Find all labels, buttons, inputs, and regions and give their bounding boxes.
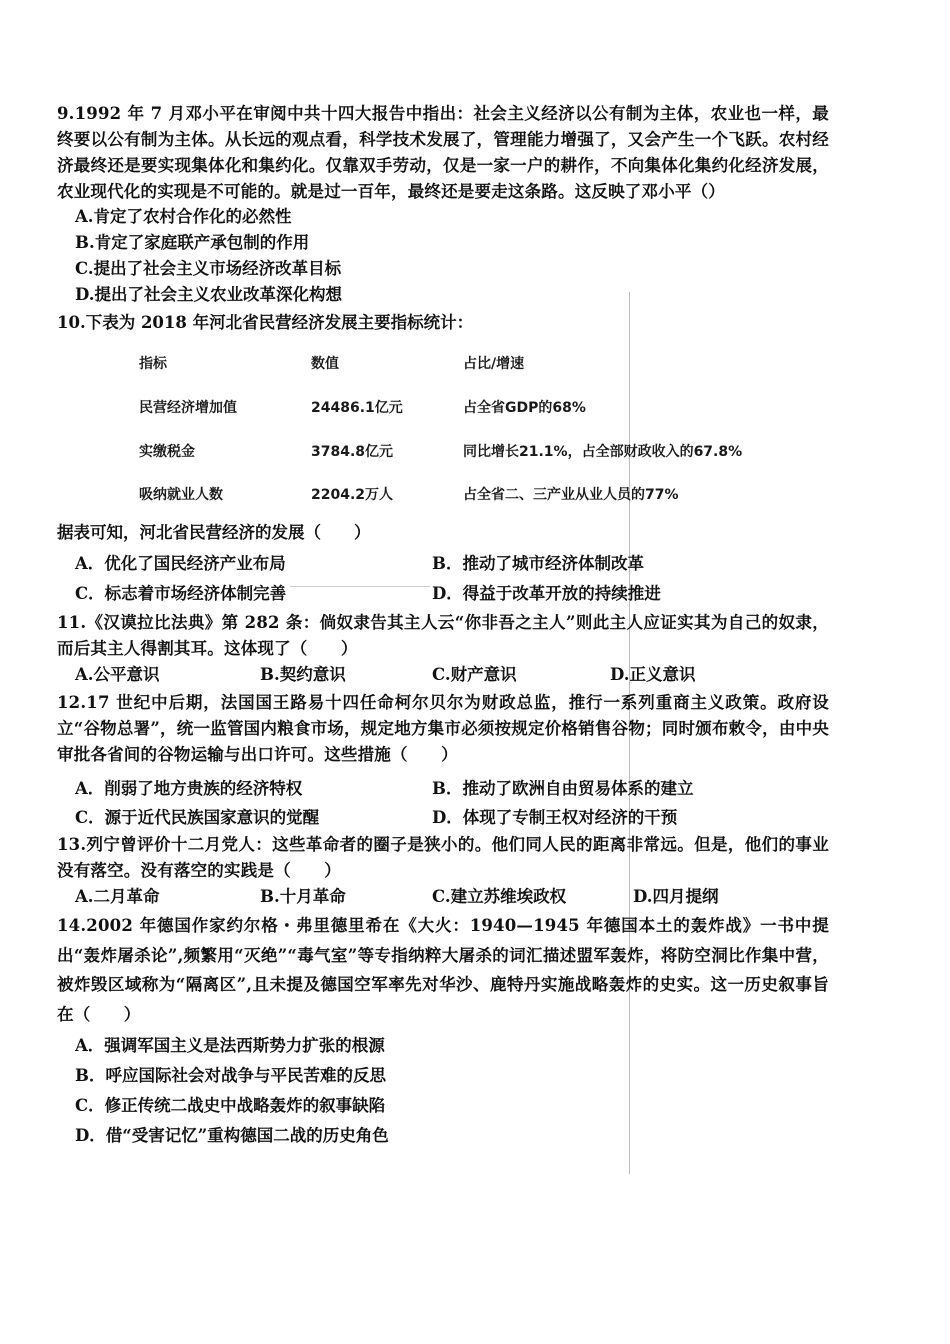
question-11-option-c[interactable]: C.财产意识 [432,665,517,684]
question-9-option-a[interactable]: A.肯定了农村合作化的必然性 [75,207,292,226]
question-13-option-a[interactable]: A.二月革命 [75,887,160,906]
question-12-stem: 12.17 世纪中后期，法国国王路易十四任命柯尔贝尔为财政总监，推行一系列重商主义政策。政府设立“谷物总署”，统一监管国内粮食市场，规定地方集市必须按规定价格销售谷物；同时颁布敕令，由中央审批各省间的谷物运输与出口许可。这些措施（ ） [57,693,829,764]
question-14-option-a[interactable]: A．强调军国主义是法西斯势力扩张的根源 [75,1036,385,1055]
question-10-option-a[interactable]: A．优化了国民经济产业布局 [75,554,286,573]
question-13-option-b[interactable]: B.十月革命 [260,887,346,906]
question-12-option-a[interactable]: A．削弱了地方贵族的经济特权 [75,779,303,798]
question-9-option-d[interactable]: D.提出了社会主义农业改革深化构想 [75,285,342,304]
table-cell: 民营经济增加值 [139,400,237,416]
question-11-option-d[interactable]: D.正义意识 [610,665,696,684]
question-11-option-a[interactable]: A.公平意识 [75,665,160,684]
question-10-option-b[interactable]: B．推动了城市经济体制改革 [432,554,644,573]
table-header-value: 数值 [311,356,339,372]
question-9-option-c[interactable]: C.提出了社会主义市场经济改革目标 [75,259,342,278]
question-14-option-d[interactable]: D．借“受害记忆”重构德国二战的历史角色 [75,1126,389,1145]
question-9-option-b[interactable]: B.肯定了家庭联产承包制的作用 [75,233,310,252]
table-cell: 3784.8亿元 [311,444,394,460]
question-9-stem: 9.1992 年 7 月邓小平在审阅中共十四大报告中指出：社会主义经济以公有制为主体，农业也一样，最终要以公有制为主体。从长远的观点看，科学技术发展了，管理能力增强了，又会产生一个飞跃。农村经济最终还是要实现集体化和集约化。仅靠双手劳动，仅是一家一户的耕作，不向集体化集约化经济发展，农业现代化的实现是不可能的。就是过一百年，最终还是要走这条路。这反映了邓小平（） [57,104,829,201]
table-cell: 占全省GDP的68% [463,400,586,416]
question-13-option-c[interactable]: C.建立苏维埃政权 [432,887,567,906]
question-12-option-d[interactable]: D．体现了专制王权对经济的干预 [432,808,678,827]
question-13-option-d[interactable]: D.四月提纲 [633,887,719,906]
question-10-option-c[interactable]: C．标志着市场经济体制完善 [75,584,287,603]
question-12-option-b[interactable]: B．推动了欧洲自由贸易体系的建立 [432,779,694,798]
table-header-ratio: 占比/增速 [463,356,525,372]
table-cell: 占全省二、三产业从业人员的77% [463,487,679,503]
table-cell: 同比增长21.1%，占全部财政收入的67.8% [463,444,743,460]
scan-artifact-line [290,586,430,587]
question-10-stem: 据表可知，河北省民营经济的发展（ ） [57,523,371,542]
question-14-option-b[interactable]: B．呼应国际社会对战争与平民苦难的反思 [75,1066,386,1085]
question-12-option-c[interactable]: C．源于近代民族国家意识的觉醒 [75,808,320,827]
table-header-indicator: 指标 [139,356,167,372]
question-10-intro: 10.下表为 2018 年河北省民营经济发展主要指标统计： [57,313,474,332]
question-14-stem: 14.2002 年德国作家约尔格・弗里德里希在《大火：1940—1945 年德国本土的轰炸战》一书中提出“轰炸屠杀论”,频繁用“灭绝”“毒气室”等专指纳粹大屠杀的词汇描述盟军轰炸，将防空洞比作集中营，被炸毁区域称为“隔离区”,且未提及德国空军率先对华沙、鹿特丹实施战略轰炸的史实。这一历史叙事旨在（ ） [57,916,829,1024]
question-10-option-d[interactable]: D．得益于改革开放的持续推进 [432,584,661,603]
table-cell: 实缴税金 [139,444,195,460]
question-11-stem: 11.《汉谟拉比法典》第 282 条：倘奴隶告其主人云“你非吾之主人”则此主人应证实其为自己的奴隶，而后其主人得割其耳。这体现了（ ） [57,613,829,658]
question-13-stem: 13.列宁曾评价十二月党人：这些革命者的圈子是狭小的。他们同人民的距离非常远。但是，他们的事业没有落空。没有落空的实践是（ ） [57,835,829,880]
question-14-option-c[interactable]: C．修正传统二战史中战略轰炸的叙事缺陷 [75,1096,386,1115]
question-11-option-b[interactable]: B.契约意识 [260,665,346,684]
table-cell: 24486.1亿元 [311,400,403,416]
table-cell: 2204.2万人 [311,487,394,503]
table-cell: 吸纳就业人数 [139,487,223,503]
